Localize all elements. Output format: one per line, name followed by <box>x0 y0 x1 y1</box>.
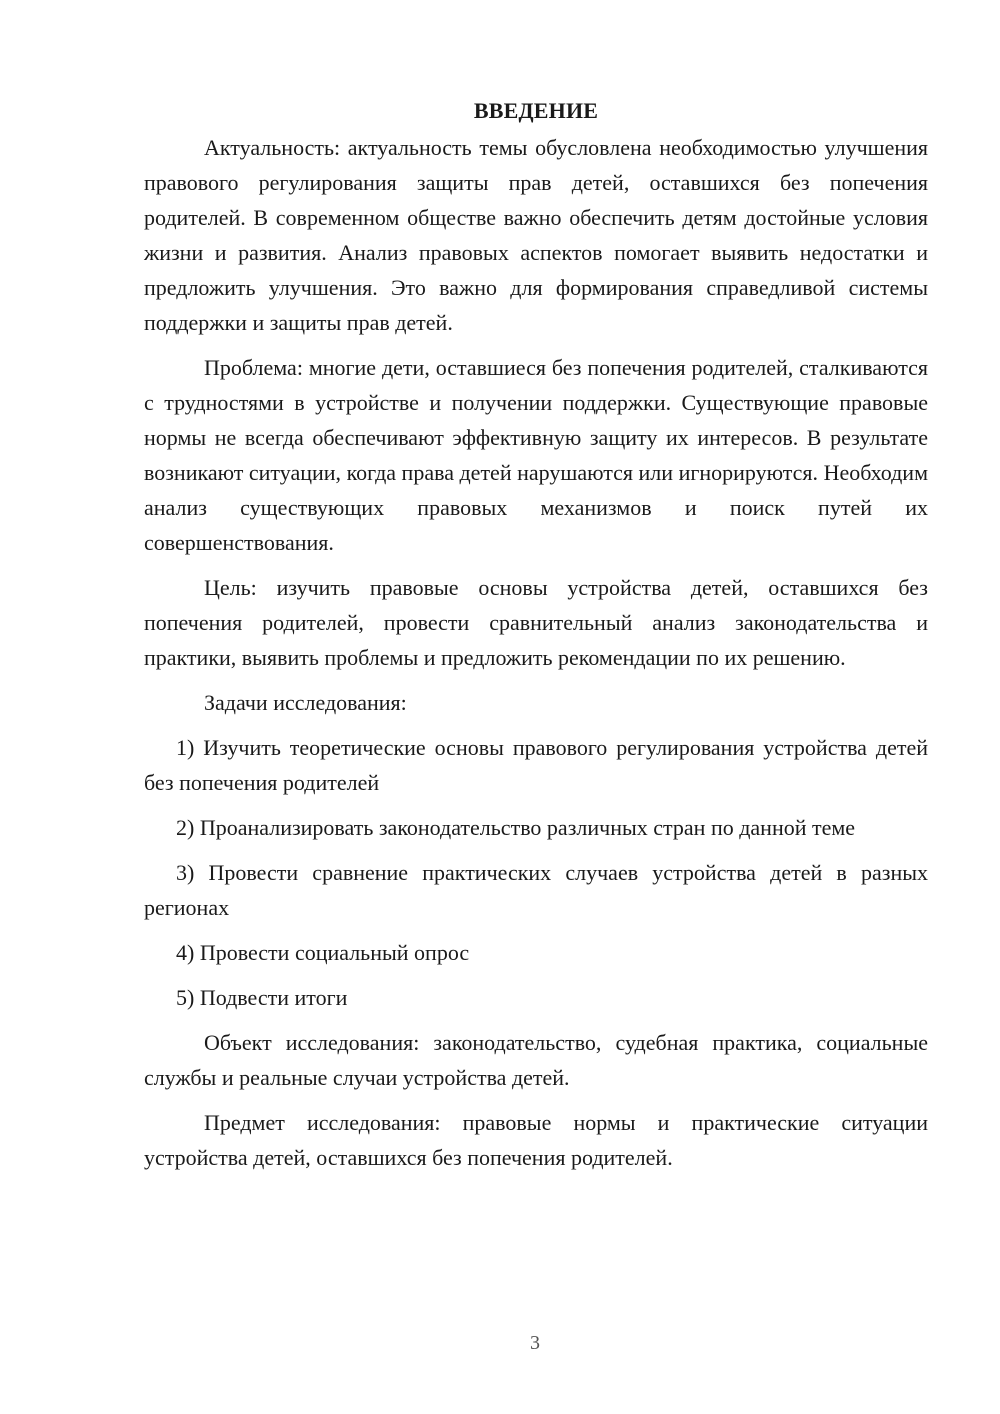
tasks-heading: Задачи исследования: <box>204 690 407 715</box>
task-item: 3) Провести сравнение практических случаев устройства детей в разных регионах <box>144 860 928 920</box>
goal-paragraph: Цель: изучить правовые основы устройства детей, оставшихся без попечения родителей, провести сравнительный анализ законодательства и практики, выявить проблемы и предложить рекомендации по их решению. <box>144 575 928 670</box>
task-item: 2) Проанализировать законодательство различных стран по данной теме <box>176 815 856 840</box>
problem-paragraph: Проблема: многие дети, оставшиеся без попечения родителей, сталкиваются с трудностями в устройстве и получении поддержки. Существующие правовые нормы не всегда обеспечивают эффективную защиту их интересов. В результате возникают ситуации, когда права детей нарушаются или игнорируются. Необходим анализ существующих правовых механизмов и поиск путей их совершенствования. <box>144 355 928 555</box>
task-item: 4) Провести социальный опрос <box>176 940 470 965</box>
page-content <box>144 96 928 1185</box>
research-object-paragraph: Объект исследования: законодательство, судебная практика, социальные службы и реальные случаи устройства детей. <box>144 1030 928 1090</box>
page-number: 3 <box>530 1332 540 1354</box>
task-item: 5) Подвести итоги <box>176 985 348 1010</box>
research-subject-paragraph: Предмет исследования: правовые нормы и практические ситуации устройства детей, оставшихся без попечения родителей. <box>144 1110 928 1170</box>
task-item: 1) Изучить теоретические основы правового регулирования устройства детей без попечения родителей <box>144 735 928 795</box>
relevance-paragraph: Актуальность: актуальность темы обусловлена необходимостью улучшения правового регулирования защиты прав детей, оставшихся без попечения родителей. В современном обществе важно обеспечить детям достойные условия жизни и развития. Анализ правовых аспектов помогает выявить недостатки и предложить улучшения. Это важно для формирования справедливой системы поддержки и защиты прав детей. <box>144 135 928 335</box>
section-title: ВВЕДЕНИЕ <box>473 98 599 123</box>
